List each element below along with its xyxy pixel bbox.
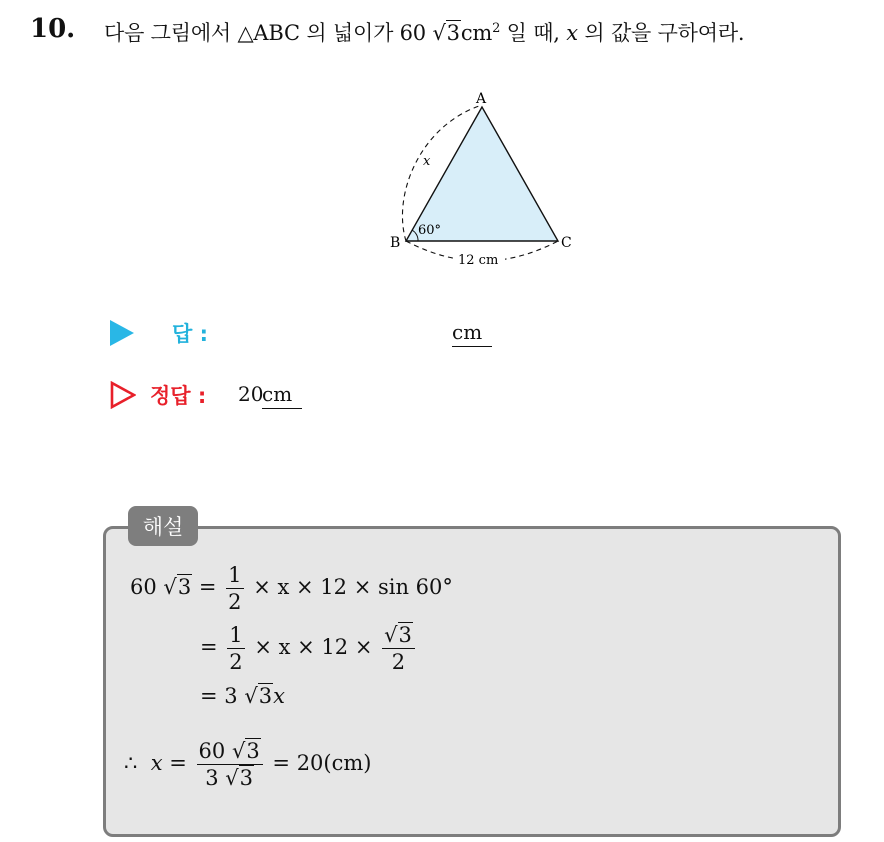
solution-conclusion: ∴ x = $\frac{60 √3}{3 √3}$ = 20(cm)	[124, 739, 372, 790]
side-x-label: x	[423, 154, 431, 169]
question-text-mid: 일 때,	[500, 21, 567, 45]
question-variable: x	[566, 21, 578, 45]
fraction-sqrt3-over-2: $\frac{√3}{2}$	[382, 622, 415, 675]
fraction-half: $\frac{1}{2}$	[228, 563, 242, 614]
solution-line-2: = $\frac{1}{2}$ × x × 12 × $\frac{√3}{2}$	[200, 622, 418, 675]
fraction-result: $\frac{60 √3}{3 √3}$	[197, 738, 263, 791]
angle-label: 60°	[418, 223, 442, 238]
correct-label: 정답 :	[150, 384, 207, 408]
vertex-c-label: C	[561, 235, 572, 251]
question-exponent: 2	[492, 21, 501, 36]
triangle-figure	[380, 85, 580, 275]
question-text	[104, 17, 744, 47]
play-triangle-icon	[110, 320, 134, 346]
sqrt-expression: √3	[432, 21, 460, 45]
vertex-b-label: B	[390, 235, 401, 251]
solution-line-3: = 3 √3x	[200, 684, 285, 708]
answer-unit: cm	[452, 320, 483, 344]
correct-value: 20	[238, 382, 264, 406]
base-label: 12 cm	[458, 253, 499, 268]
triangle-abc	[406, 107, 558, 241]
question-number: 10.	[30, 14, 76, 44]
question-text-after: 의 값을 구하여라.	[577, 21, 745, 45]
solution-line-1: 60 √3 = $\frac{1}{2}$ × x × 12 × sin 60°	[130, 563, 453, 614]
answer-blank-line	[452, 346, 492, 347]
correct-underline	[262, 408, 302, 409]
outline-triangle-icon	[110, 381, 136, 409]
answer-label: 답 :	[172, 322, 208, 346]
solution-tab: 해설	[128, 506, 198, 546]
fraction-half: $\frac{1}{2}$	[229, 623, 243, 674]
vertex-a-label: A	[476, 91, 487, 107]
question-unit: cm	[460, 21, 493, 45]
correct-unit: cm	[262, 382, 293, 406]
question-text-before: 다음 그림에서 △ABC 의 넓이가 60	[104, 21, 426, 45]
